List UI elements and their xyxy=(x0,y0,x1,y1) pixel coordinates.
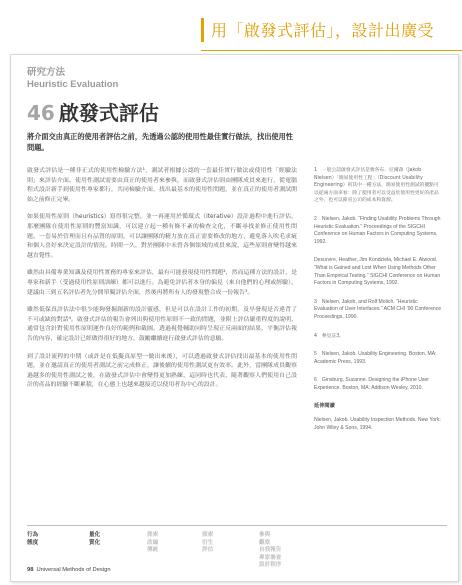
page-footer xyxy=(27,525,447,573)
footnote: 2 Nielsen, Jakob. “Finding Usability Problems Through Heuristic Evaluation.” Proceedings of the SIGCHI Conference on Human Factors in Computing Systems, 1992. xyxy=(314,215,441,245)
chapter-title-text: 啟發式評估 xyxy=(58,101,159,125)
sidenotes xyxy=(314,167,442,443)
book-page xyxy=(10,54,459,582)
body-paragraph: 到了設計流程的中期（或許是在低擬真原型一做出來後），可以透過啟發式評估找出最基本的使用性問題，並在邀請真正的使用者測試之前完成修正，讓後續的使用性測試更有效率。此外，當團隊成員觀察過越多的使用性測試之後，在啟發式評估中會變得更加熟練，這同時也代表，隨著觀察人們使用自己設計的產品的經驗不斷累積，在心態上也越來越接近以使用者為中心的設計。 xyxy=(27,353,297,389)
chapter-title xyxy=(27,97,159,126)
footer-category-method: 參與 觀察 自我報告 專家審查 設計程序 xyxy=(259,532,282,569)
footer-category-stage: 探索 衍生 評估 xyxy=(202,532,214,554)
footnote: Desurvire, Heather, Jim Kondziela, Michael E. Atwood. “What is Gained and Lost When Using Methods Other Than Empirical Testing.” SIGCHI Conference on Human Factors in Computing Systems, 1992. xyxy=(314,257,441,287)
body-paragraph: 雖然由具備專業知識及使用性實務的專家來評估，最有可能發現使用性問題²，然而這種方法的設計，是專家和新手（受過使用性原則訓練）都可以進行。為避免評估者本身的偏見（來自他們的心理或經驗），建議由三到五名評估者先分開單獨評估介面，然後再將所有人的發現整合成一份報告³。 xyxy=(27,270,297,296)
banner-accent-bar xyxy=(201,18,204,42)
footer-category-phase: 探索 改編 傳統 xyxy=(147,532,159,554)
footnote: 6 Ginsburg, Suzanne. Designing the iPhone User Experience. Boston, MA: Addison Wesley, 2010. xyxy=(314,377,429,391)
page-number: 98 xyxy=(27,567,34,573)
footer-category-behavior: 行為 態度 xyxy=(27,532,39,546)
further-reading-text: Nielsen, Jakob. Usability Inspection Methods. New York: John Wiley & Sons, 1994. xyxy=(314,417,441,431)
footnote: 3 Nielsen, Jakob, and Rolf Molich. “Heuristic Evaluation of User Interfaces.” ACM CHI ’90 Conference Proceedings, 1990. xyxy=(314,298,442,320)
body-paragraph: 如果使用性原則（heuristics）寫得很完整，並一再運用於循環式（iterative）設計過程中進行評估，那麼團隊在使用性原則的豐富知識，可以建立起一種有條不紊的檢查文化，不斷尋找並修正使用性問題。一套易於管理而且有品質的原則，可以讓團隊的精力放在真正需要修改的地方，避免落入吹毛求疵和個人喜好來決定設計的情況。時間一久，對於團隊中未曾各個領域的成員來說，這些原則會變得越來越直覺性。 xyxy=(27,214,297,259)
footnote: 4 參見註3。 xyxy=(314,333,345,339)
body-text xyxy=(27,167,297,399)
section-kicker-zh: 研究方法 xyxy=(27,67,66,78)
banner-title: 用「啟發式評估」，設計出廣受 xyxy=(211,21,435,40)
body-paragraph: 雖然低保真評估法中很少能夠發掘創新的設計靈感，但是可以在設計工作的初期，及早發現是否違背了不可或缺的對話⁴。啟發式評估的報告會列出與使用性原則不一致的問題，並附上評估嚴重程度的說明，通常包含針對使用性原則運作良好的範例和截圖。透過視覺輔助同時呈現正反兩面的結果，平衡評估報告的內容，確定設計已經做得很好的地方，鼓勵繼續進行啟發式評估的意願。 xyxy=(27,307,297,342)
footnote: 1 一般公認啟發式評估是雅各布．尼爾森（Jakob Nielsen）「簡易使用性工程」（Discount Usability Engineering）的其中一種方法，簡易使用性測試的優點可以從兩方面來看：除了使用者可以受益於使用性更好的產品之外，也可以節省公司的成本和資源。 xyxy=(314,168,439,204)
further-reading-heading: 延伸閱讀 xyxy=(314,403,335,410)
footnote: 5 Nielsen, Jakob. Usability Engineering. Boston, MA: Academic Press, 1993. xyxy=(314,351,437,365)
section-kicker-en: Heuristic Evaluation xyxy=(27,79,119,90)
chapter-number: 46 xyxy=(27,101,55,125)
chapter-lead: 將介面交由真正的使用者評估之前，先透過公認的使用性最佳實行做法，找出使用性問題。 xyxy=(27,132,293,152)
body-paragraph: 啟發式評估是一種非正式的使用性檢驗方法¹，測試者根據公認的一套最佳實行做法或使用性「經驗法則」來評估介面。使用性測試需要由真正的使用者來參與，而啟發式評估則由團隊成員來進行，從電腦程式設計新手到使用性專家都行，共同檢驗介面，找出最基本的使用性問題，並在真正的使用者測試開始之前修正完畢。 xyxy=(27,168,297,203)
page-number-line xyxy=(27,567,111,573)
book-title: Universal Methods of Design xyxy=(36,567,111,573)
top-banner xyxy=(201,10,462,51)
footer-category-quant: 量化 質化 xyxy=(89,532,101,546)
